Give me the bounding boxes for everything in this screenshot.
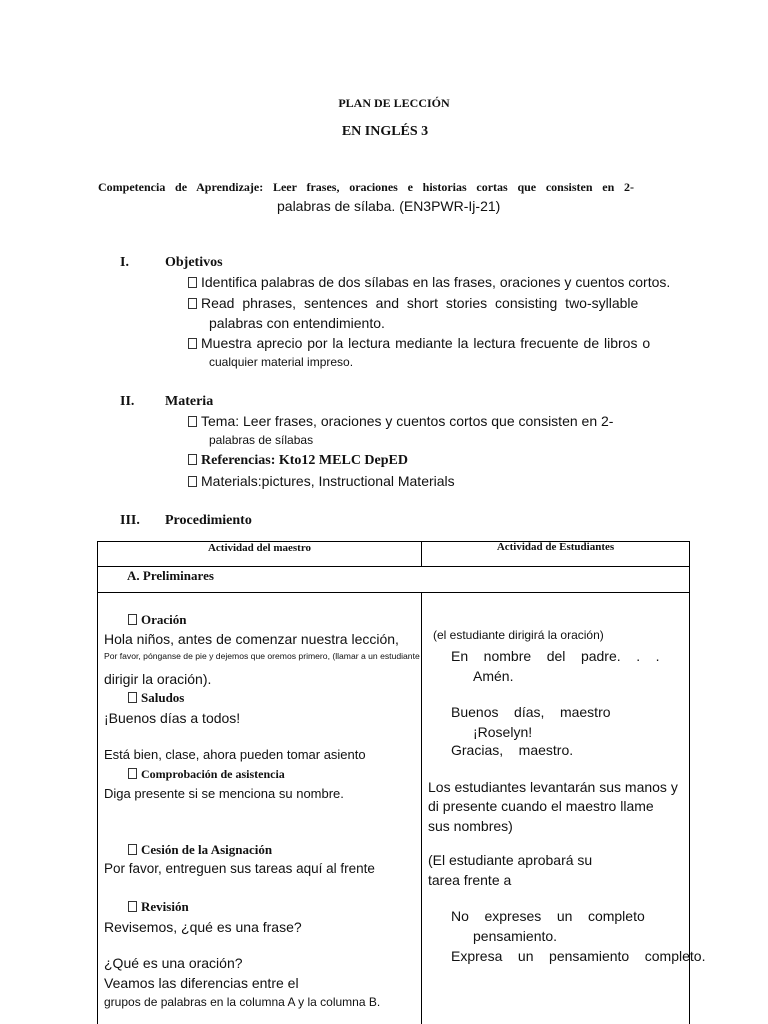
teacher-greetings-heading [128, 690, 184, 706]
teacher-prayer-heading-text: Oración [141, 612, 187, 627]
teacher-assignment-heading-text: Cesión de la Asignación [141, 842, 273, 857]
teacher-prayer-line-3: dirigir la oración). [104, 671, 212, 687]
students-review-line-1: No expreses un completo [451, 908, 645, 924]
teacher-prayer-line-2: Por favor, pónganse de pie y dejemos que oremos primero, (llamar a un estudiante [104, 651, 420, 661]
objective-item-1-text: Identifica palabras de dos sílabas en las frases, oraciones y cuentos cortos. [201, 274, 671, 290]
section-preliminares: A. Preliminares [127, 568, 214, 583]
students-prayer-line-2: Amén. [473, 668, 514, 684]
document-subtitle: EN INGLÉS 3 [341, 124, 429, 139]
teacher-greetings-heading-text: Saludos [141, 690, 185, 705]
teacher-review-line-4: grupos de palabras en la columna A y la columna B. [104, 995, 381, 1009]
teacher-review-line-2: ¿Qué es una oración? [104, 955, 243, 971]
teacher-prayer-heading [128, 612, 187, 628]
checkbox-icon [188, 416, 197, 427]
checkbox-icon [128, 768, 137, 779]
column-header-teacher: Actividad del maestro [207, 542, 312, 554]
checkbox-icon [188, 476, 197, 487]
document-title: PLAN DE LECCIÓN [338, 96, 450, 110]
students-attend-line-2: di presente cuando el maestro llame [428, 798, 654, 814]
teacher-assignment-line-1: Por favor, entreguen sus tareas aquí al frente [104, 861, 375, 876]
objective-item-3 [188, 335, 650, 351]
checkbox-icon [128, 614, 137, 625]
objectives-heading: Objetivos [165, 255, 223, 270]
checkbox-icon [128, 901, 137, 912]
subject-item-2-text: Referencias: Kto12 MELC DepED [201, 453, 408, 468]
students-prayer-note: (el estudiante dirigirá la oración) [433, 628, 604, 642]
teacher-review-line-3: Veamos las diferencias entre el [104, 975, 299, 991]
students-attend-line-1: Los estudiantes levantarán sus manos y [428, 779, 678, 795]
students-greet-line-3: Gracias, maestro. [451, 742, 574, 758]
checkbox-icon [188, 277, 197, 288]
students-greet-line-1: Buenos días, maestro [451, 704, 611, 720]
competency-line-1: Competencia de Aprendizaje: Leer frases, oraciones e historias cortas que consisten en 2- [98, 180, 634, 194]
teacher-attendance-line-1: Diga presente si se menciona su nombre. [104, 786, 344, 801]
students-review-line-2: pensamiento. [473, 928, 558, 944]
subject-numeral: II. [120, 394, 135, 409]
procedure-heading: Procedimiento [165, 513, 252, 528]
students-attend-line-3: sus nombres) [428, 818, 513, 834]
checkbox-icon [128, 844, 137, 855]
subject-item-3 [188, 473, 455, 489]
objective-item-2-text: Read phrases, sentences and short stories consisting two-syllable [201, 295, 639, 311]
checkbox-icon [188, 338, 197, 349]
table-border-header-bottom [97, 566, 690, 567]
objective-item-3-cont: cualquier material impreso. [209, 355, 354, 369]
subject-item-3-text: Materials:pictures, Instructional Materials [201, 473, 455, 489]
subject-item-1-cont: palabras de sílabas [209, 433, 314, 447]
table-column-divider [421, 592, 422, 1024]
checkbox-icon [128, 692, 137, 703]
subject-heading: Materia [165, 394, 214, 409]
teacher-attendance-heading-text: Comprobación de asistencia [141, 767, 285, 781]
checkbox-icon [188, 454, 197, 465]
subject-item-2 [188, 453, 408, 469]
procedure-numeral: III. [120, 513, 140, 528]
students-prayer-line-1: En nombre del padre. . . [451, 648, 660, 664]
subject-item-1 [188, 413, 613, 429]
objective-item-2 [188, 295, 668, 311]
objectives-numeral: I. [120, 255, 129, 270]
objective-item-3-text: Muestra aprecio por la lectura mediante la lectura frecuente de libros o [201, 335, 651, 351]
students-review-line-3: Expresa un pensamiento completo. [451, 948, 706, 964]
teacher-greetings-line-1: ¡Buenos días a todos! [104, 710, 241, 726]
teacher-review-heading-text: Revisión [141, 899, 189, 914]
objective-item-1 [188, 274, 670, 290]
teacher-greetings-line-2: Está bien, clase, ahora pueden tomar asiento [104, 747, 366, 762]
students-assign-line-2: tarea frente a [428, 872, 512, 888]
teacher-prayer-line-1: Hola niños, antes de comenzar nuestra lección, [104, 631, 399, 647]
subject-item-1-text: Tema: Leer frases, oraciones y cuentos cortos que consisten en 2- [201, 413, 614, 429]
teacher-review-line-1: Revisemos, ¿qué es una frase? [104, 919, 302, 935]
teacher-attendance-heading [128, 767, 285, 782]
teacher-review-heading [128, 899, 189, 915]
teacher-assignment-heading [128, 842, 272, 858]
students-assign-line-1: (El estudiante aprobará su [428, 852, 593, 868]
column-header-students: Actividad de Estudiantes [496, 541, 615, 553]
table-border-section-bottom [97, 592, 690, 593]
students-greet-line-2: ¡Roselyn! [473, 724, 533, 740]
checkbox-icon [188, 298, 197, 309]
competency-line-2: palabras de sílaba. (EN3PWR-Ij-21) [277, 198, 501, 214]
table-border-left [97, 541, 98, 1024]
objective-item-2-cont: palabras con entendimiento. [209, 315, 385, 331]
